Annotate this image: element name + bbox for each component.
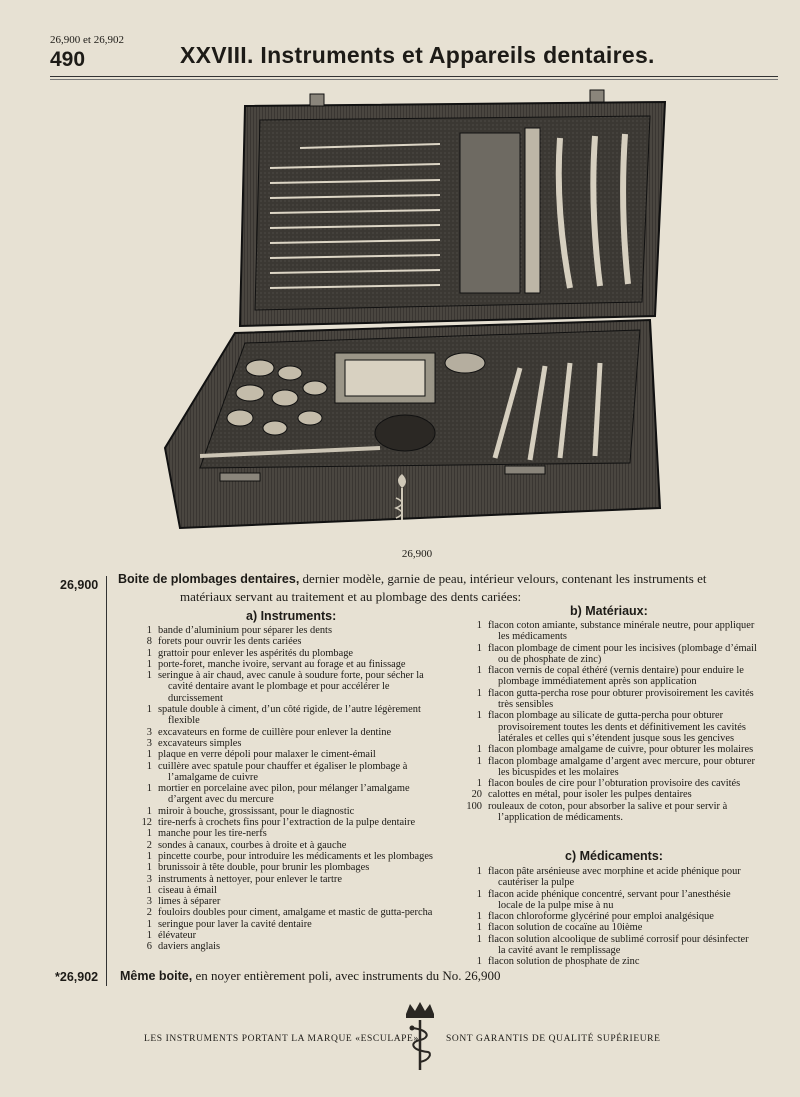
- item-quantity: 12: [141, 817, 152, 829]
- item-quantity: 1: [476, 888, 482, 900]
- item-text: instruments à nettoyer, pour enlever le tartre: [158, 873, 342, 885]
- item-quantity: 1: [146, 670, 152, 682]
- item-quantity: 1: [146, 749, 152, 761]
- item-text: brunissoir à tête double, pour brunir les plombages: [158, 862, 370, 874]
- article-description: [118, 570, 758, 605]
- item-quantity: 1: [476, 956, 482, 968]
- instruments-list-item: [136, 896, 440, 907]
- item-quantity: 1: [146, 647, 152, 659]
- instruments-list-item: [136, 919, 440, 930]
- instruments-list-item: [136, 907, 440, 918]
- item-text: mortier en porcelaine avec pilon, pour mélanger l’amalgame d’argent avec du mercure: [158, 783, 410, 806]
- article-description-line1: dernier modèle, garnie de peau, intérieur velours, contenant les instruments et: [302, 571, 707, 586]
- item-quantity: 1: [146, 704, 152, 716]
- item-quantity: 1: [476, 687, 482, 699]
- item-text: seringue à air chaud, avec canule à soudure forte, pour sécher la cavité dentaire avant le plombage et pour accélérer le durcissement: [158, 670, 424, 704]
- instruments-list-item: [136, 727, 440, 738]
- item-quantity: 2: [146, 907, 152, 919]
- article-divider: [106, 576, 107, 986]
- item-quantity: 1: [476, 933, 482, 945]
- item-text: limes à séparer: [158, 896, 221, 908]
- article-name: Boite de plombages dentaires,: [118, 572, 300, 586]
- item-quantity: 1: [476, 922, 482, 934]
- item-quantity: 100: [466, 800, 482, 812]
- header-rule-secondary: [50, 79, 778, 80]
- instruments-list-item: [136, 885, 440, 896]
- item-text: flacon solution de cocaïne au 10ième: [488, 922, 643, 934]
- instruments-list-item: [136, 738, 440, 749]
- instruments-list-item: [136, 851, 440, 862]
- item-text: plaque en verre dépoli pour malaxer le ciment-émail: [158, 749, 376, 761]
- medicaments-heading: c) Médicaments:: [565, 849, 663, 863]
- item-text: flacon plombage amalgame de cuivre, pour obturer les molaires: [488, 744, 754, 756]
- materiaux-heading: b) Matériaux:: [570, 604, 648, 618]
- item-text: porte-foret, manche ivoire, servant au forage et au finissage: [158, 658, 406, 670]
- item-quantity: 1: [146, 930, 152, 942]
- item-text: seringue pour laver la cavité dentaire: [158, 918, 312, 930]
- item-text: manche pour les tire-nerfs: [158, 828, 267, 840]
- item-quantity: 1: [146, 828, 152, 840]
- instruments-list-item: [136, 930, 440, 941]
- item-quantity: 1: [476, 620, 482, 631]
- instruments-list-item: [136, 636, 440, 647]
- article-2-number: *26,902: [55, 970, 99, 984]
- item-quantity: 1: [146, 884, 152, 896]
- item-quantity: 1: [146, 918, 152, 930]
- medicaments-list-item: [466, 911, 758, 922]
- item-quantity: 1: [476, 665, 482, 677]
- item-text: flacon gutta-percha rose pour obturer provisoirement les cavités très sensibles: [488, 687, 754, 711]
- instruments-list-item: [136, 874, 440, 885]
- item-text: flacon plombage au silicate de gutta-percha pour obturer provisoirement toutes les dents et définitivement les cavités latérales et celles qui s’étendent jusque sous les gencives: [488, 710, 746, 744]
- materiaux-list-item: [466, 778, 758, 789]
- item-text: flacon chloroforme glycériné pour emploi analgésique: [488, 911, 714, 923]
- item-text: daviers anglais: [158, 941, 221, 953]
- materiaux-list-item: [466, 756, 758, 779]
- materiaux-list-item: [466, 710, 758, 744]
- item-text: élévateur: [158, 930, 197, 942]
- item-text: ciseau à émail: [158, 884, 217, 896]
- instruments-list: [136, 625, 440, 953]
- instruments-list-item: [136, 783, 440, 806]
- item-quantity: 1: [476, 755, 482, 767]
- instruments-list-item: [136, 749, 440, 760]
- item-quantity: 1: [146, 862, 152, 874]
- article-2-description: [120, 968, 501, 984]
- page-number: 490: [50, 48, 86, 71]
- instruments-list-item: [136, 817, 440, 828]
- medicaments-list-item: [466, 934, 758, 957]
- item-text: flacon boules de cire pour l’obturation provisoire des cavités: [488, 778, 741, 790]
- item-quantity: 1: [146, 625, 152, 636]
- item-quantity: 1: [146, 850, 152, 862]
- item-text: calottes en métal, pour isoler les pulpes dentaires: [488, 789, 692, 801]
- item-text: flacon plombage amalgame d’argent avec mercure, pour obturer les bicuspides et les molaires: [488, 755, 755, 778]
- item-quantity: 3: [146, 896, 152, 908]
- header-rule: [50, 76, 778, 77]
- item-quantity: 3: [146, 737, 152, 749]
- footer-left-text: LES INSTRUMENTS PORTANT LA MARQUE «ESCULAPE»: [144, 1034, 419, 1044]
- medicaments-list-item: [466, 866, 758, 889]
- instruments-list-item: [136, 828, 440, 839]
- item-text: excavateurs simples: [158, 737, 242, 749]
- item-quantity: 1: [476, 911, 482, 923]
- item-quantity: 1: [146, 760, 152, 772]
- materiaux-list-item: [466, 665, 758, 688]
- page-title: XXVIII. Instruments et Appareils dentaires.: [180, 42, 655, 68]
- item-text: tire-nerfs à crochets fins pour l’extraction de la pulpe dentaire: [158, 817, 416, 829]
- item-text: spatule double à ciment, d’un côté rigide, de l’autre légèrement flexible: [158, 704, 421, 727]
- footer-right-text: SONT GARANTIS DE QUALITÉ SUPÉRIEURE: [446, 1034, 661, 1044]
- materiaux-list-item: [466, 643, 758, 666]
- item-quantity: 8: [146, 636, 152, 648]
- item-quantity: 1: [146, 805, 152, 817]
- item-quantity: 2: [146, 839, 152, 851]
- item-text: flacon solution alcoolique de sublimé corrosif pour désinfecter la cavité avant le remplissage: [488, 933, 749, 957]
- item-quantity: 1: [476, 778, 482, 790]
- dental-case-illustration: [160, 88, 670, 548]
- instruments-list-item: [136, 941, 440, 952]
- item-text: bande d’aluminium pour séparer les dents: [158, 625, 332, 636]
- item-quantity: 1: [146, 658, 152, 670]
- item-text: excavateurs en forme de cuillère pour enlever la dentine: [158, 726, 392, 738]
- item-text: flacon acide phénique concentré, servant pour l’anesthésie locale de la pulpe mise à nu: [488, 888, 731, 911]
- item-text: fouloirs doubles pour ciment, amalgame et mastic de gutta-percha: [158, 907, 433, 919]
- item-quantity: 3: [146, 726, 152, 738]
- instruments-list-item: [136, 704, 440, 727]
- medicaments-list-item: [466, 889, 758, 912]
- item-text: grattoir pour enlever les aspérités du plombage: [158, 647, 354, 659]
- article-2-name: Même boite,: [120, 969, 193, 983]
- item-quantity: 20: [471, 789, 482, 801]
- item-text: miroir à bouche, grossissant, pour le diagnostic: [158, 805, 355, 817]
- materiaux-list-item: [466, 789, 758, 800]
- medicaments-list-item: [466, 922, 758, 933]
- medicaments-list: [466, 866, 758, 968]
- instruments-list-item: [136, 659, 440, 670]
- materiaux-list: [466, 620, 758, 823]
- item-text: forets pour ouvrir les dents cariées: [158, 636, 302, 648]
- article-number: 26,900: [60, 578, 99, 592]
- instruments-list-item: [136, 862, 440, 873]
- medicaments-list-item: [466, 956, 758, 967]
- item-text: flacon vernis de copal éthéré (vernis dentaire) pour enduire le plombage immédiatement après son application: [488, 665, 744, 688]
- materiaux-list-item: [466, 744, 758, 755]
- instruments-list-item: [136, 625, 440, 636]
- item-text: rouleaux de coton, pour absorber la salive et pour servir à l’application de médicaments.: [488, 800, 728, 824]
- instruments-list-item: [136, 761, 440, 784]
- item-text: flacon pâte arsénieuse avec morphine et acide phénique pour cautériser la pulpe: [488, 866, 741, 889]
- instruments-list-item: [136, 670, 440, 704]
- item-text: flacon coton amiante, substance minérale neutre, pour appliquer les médicaments: [488, 620, 755, 643]
- item-quantity: 1: [146, 783, 152, 795]
- materiaux-list-item: [466, 620, 758, 643]
- instruments-list-item: [136, 806, 440, 817]
- item-text: sondes à canaux, courbes à droite et à gauche: [158, 839, 347, 851]
- article-description-line2: matériaux servant au traitement et au plombage des dents cariées:: [180, 589, 522, 604]
- item-text: cuillère avec spatule pour chauffer et égaliser le plombage à l’amalgame de cuivre: [158, 760, 408, 783]
- article-2-text: en noyer entièrement poli, avec instruments du No. 26,900: [195, 968, 501, 983]
- item-quantity: 3: [146, 873, 152, 885]
- item-text: flacon plombage de ciment pour les incisives (plombage d’émail ou de phosphate de zinc): [488, 642, 757, 665]
- materiaux-list-item: [466, 801, 758, 824]
- item-quantity: 1: [476, 710, 482, 722]
- esculape-emblem-icon: [400, 1000, 440, 1072]
- item-quantity: 1: [476, 866, 482, 877]
- figure-caption: 26,900: [401, 548, 433, 560]
- page-range-reference: 26,900 et 26,902: [50, 34, 124, 46]
- materiaux-list-item: [466, 688, 758, 711]
- instruments-list-item: [136, 840, 440, 851]
- item-quantity: 1: [476, 744, 482, 756]
- item-quantity: 1: [476, 642, 482, 654]
- item-text: pincette courbe, pour introduire les médicaments et les plombages: [158, 850, 433, 862]
- item-text: flacon solution de phosphate de zinc: [488, 956, 640, 968]
- instruments-list-item: [136, 648, 440, 659]
- item-quantity: 6: [146, 941, 152, 953]
- instruments-heading: a) Instruments:: [246, 609, 337, 623]
